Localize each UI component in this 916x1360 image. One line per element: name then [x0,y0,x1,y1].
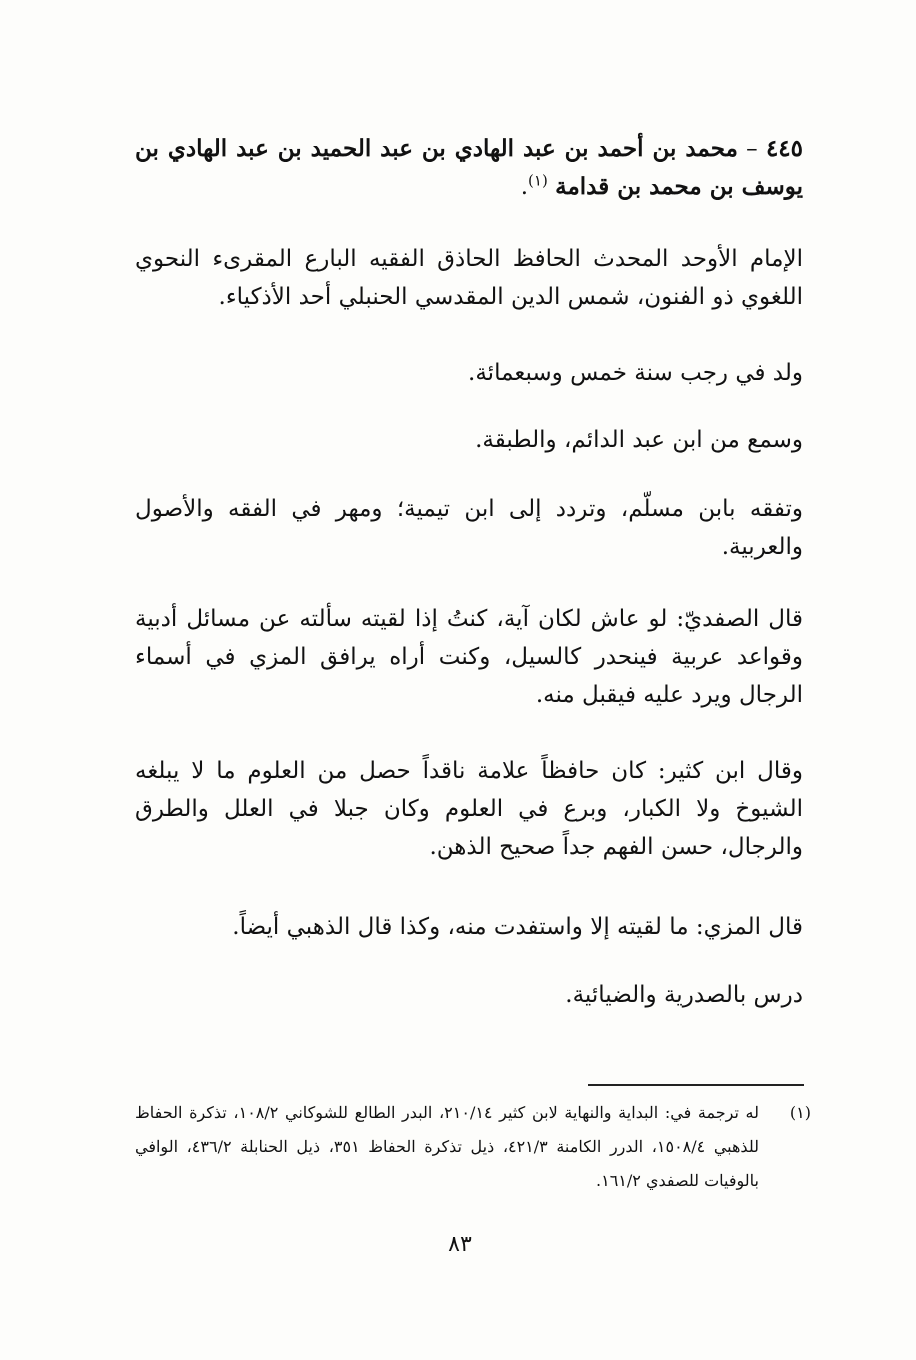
paragraph-ibn-kathir-quote: وقال ابن كثير: كان حافظاً علامة ناقداً حصل من العلوم ما لا يبلغه الشيوخ ولا الكبار، وبرع في العلوم وكان جبلا في العلل والطرق والرجال، حسن الفهم جداً صحيح الذهن. [135,758,803,860]
paragraph-birth: ولد في رجب سنة خمس وسبعمائة. [468,360,803,386]
paragraph-safadi-quote: قال الصفديّ: لو عاش لكان آية، كنتُ إذا لقيته سألته عن مسائل أدبية وقواعد عربية فينحدر كالسيل، وكنت أراه يرافق المزي في أسماء الرجال ويرد عليه فيقبل منه. [135,606,803,708]
entry-heading [135,130,803,206]
footnote-divider [588,1084,804,1086]
footnote-marker: (١) [789,1103,811,1122]
page-number: ٨٣ [448,1232,472,1257]
entry-end: . [520,174,529,200]
paragraph-mizzi-quote: قال المزي: ما لقيته إلا واستفدت منه، وكذا قال الذهبي أيضاً. [232,914,803,940]
footnote-reference: (١) [528,171,548,190]
paragraph-hearing: وسمع من ابن عبد الدائم، والطبقة. [475,427,803,453]
paragraph-teaching: درس بالصدرية والضيائية. [565,982,803,1008]
footnote [135,1096,811,1198]
paragraph-titles: الإمام الأوحد المحدث الحافظ الحاذق الفقيه البارع المقرىء النحوي اللغوي ذو الفنون، شمس الدين المقدسي الحنبلي أحد الأذكياء. [135,246,803,310]
paragraph-study: وتفقه بابن مسلّم، وتردد إلى ابن تيمية؛ ومهر في الفقه والأصول والعربية. [135,496,803,560]
footnote-text: له ترجمة في: البداية والنهاية لابن كثير ٢١٠/١٤، البدر الطالع للشوكاني ١٠٨/٢، تذكرة الحفاظ للذهبي ١٥٠٨/٤، الدرر الكامنة ٤٢١/٣، ذيل تذكرة الحفاظ ٣٥١، ذيل الحنابلة ٤٣٦/٢، الوافي بالوفيات للصفدي ١٦١/٢. [135,1103,760,1190]
entry-number: ٤٤٥ [765,135,804,162]
entry-dash: – [737,136,766,162]
entry-name: محمد بن أحمد بن عبد الهادي بن عبد الحميد بن عبد الهادي بن يوسف بن محمد بن قدامة [135,135,803,200]
